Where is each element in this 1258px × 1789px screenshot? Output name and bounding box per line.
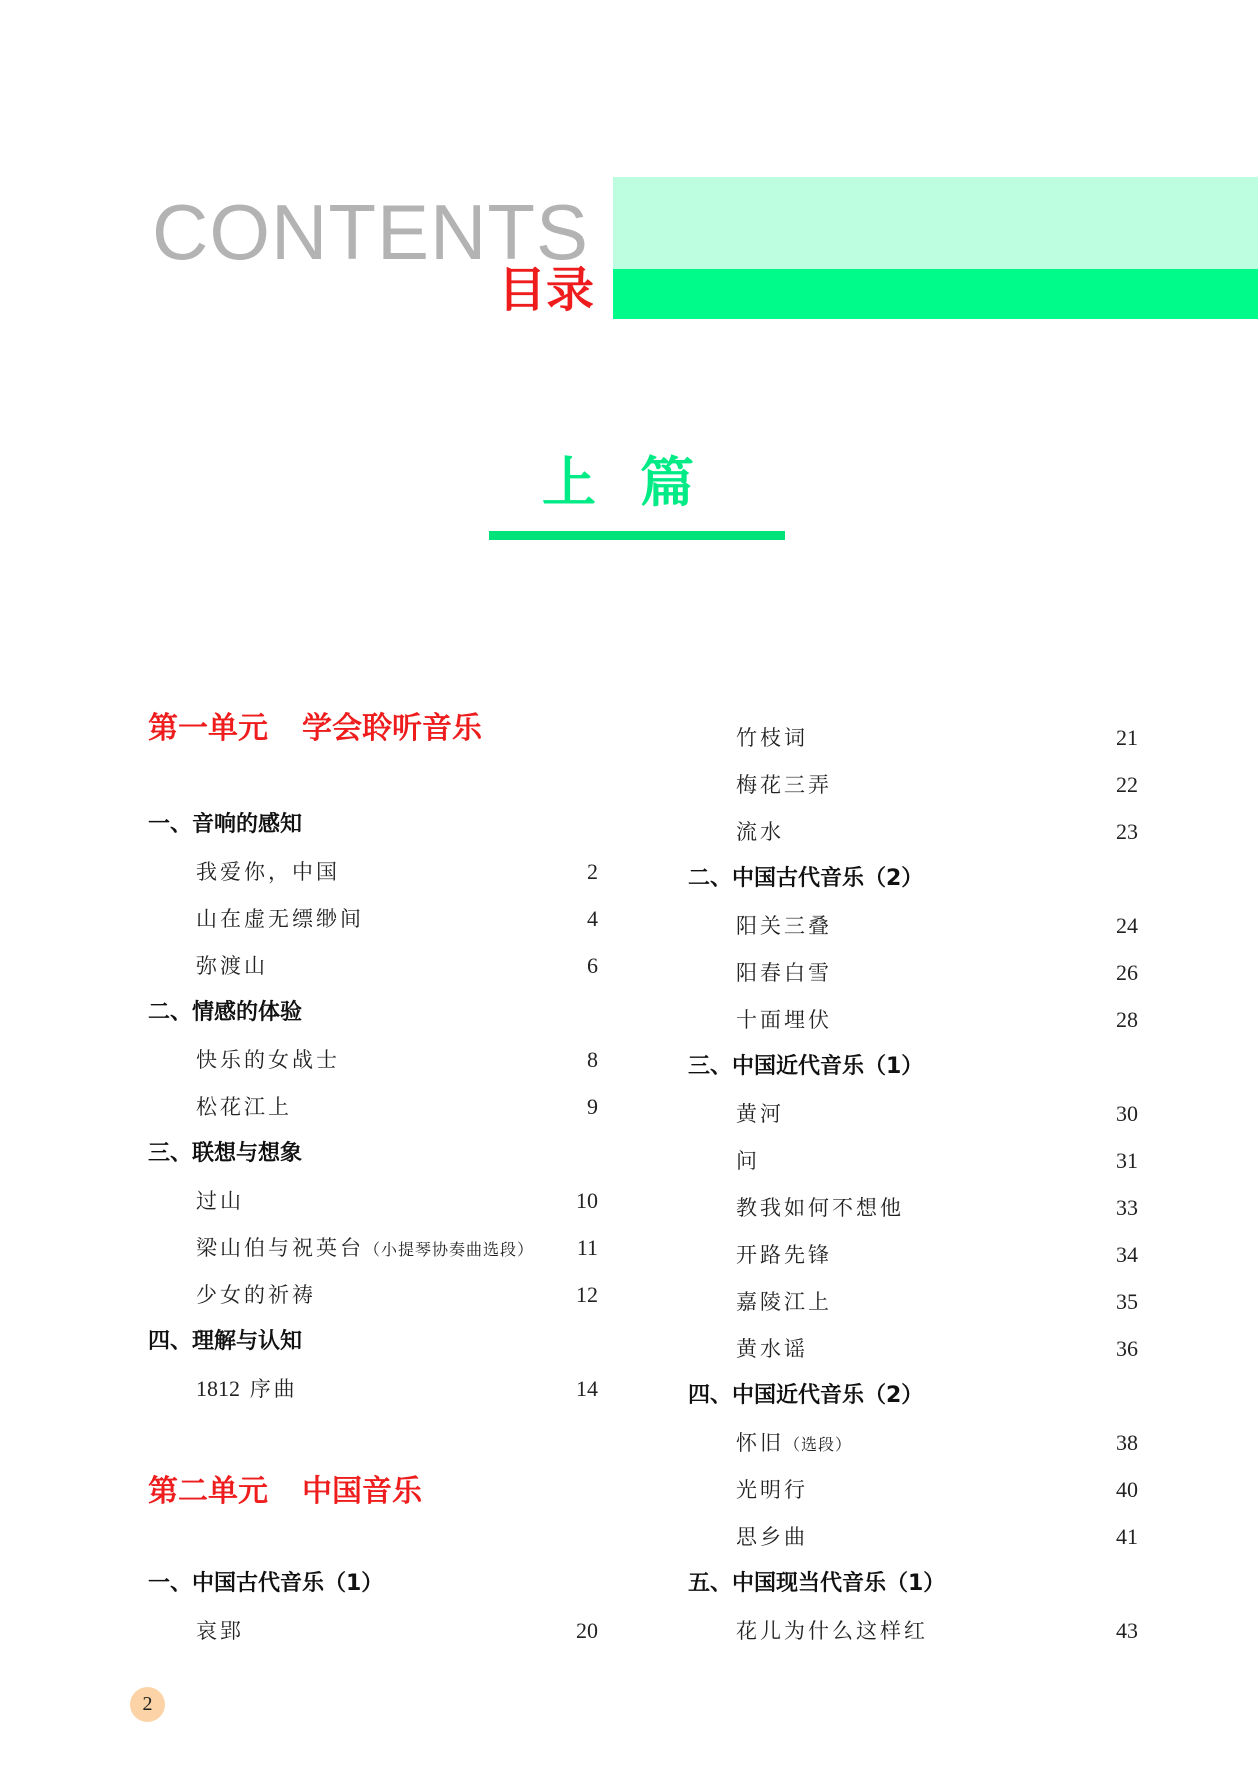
- toc-entry[interactable]: [736, 770, 1138, 800]
- entry-title: 阳春白雪: [736, 961, 832, 985]
- toc-entry[interactable]: [736, 1193, 1138, 1223]
- toc-entry[interactable]: [736, 1428, 1138, 1458]
- toc-entry[interactable]: [736, 1334, 1138, 1364]
- unit-name: 中国音乐: [302, 1474, 422, 1509]
- unit-label: 第二单元: [148, 1474, 268, 1509]
- toc-entry[interactable]: [736, 1616, 1138, 1646]
- toc-entry[interactable]: [196, 951, 598, 981]
- entry-page: 30: [1116, 1101, 1138, 1126]
- entry-title: 开路先锋: [736, 1243, 832, 1267]
- entry-page: 9: [587, 1094, 598, 1119]
- entry-title: 阳关三叠: [736, 914, 832, 938]
- entry-page: 10: [576, 1188, 598, 1213]
- entry-title: 山在虚无缥缈间: [196, 907, 364, 931]
- entry-page: 28: [1116, 1007, 1138, 1032]
- toc-entry[interactable]: [196, 1233, 598, 1263]
- entry-number: 1812: [196, 1376, 240, 1401]
- unit-title-1: [148, 711, 482, 746]
- entry-page: 6: [587, 953, 598, 978]
- entry-title-main: 怀旧: [736, 1431, 784, 1455]
- toc-title: 目录: [498, 262, 595, 318]
- entry-title: [736, 1428, 852, 1460]
- entry-title: 问: [736, 1149, 760, 1173]
- toc-entry[interactable]: [736, 817, 1138, 847]
- toc-entry[interactable]: [736, 1475, 1138, 1505]
- section-heading[interactable]: 二、情感的体验: [148, 1000, 303, 1025]
- entry-page: 26: [1116, 960, 1138, 985]
- section-heading[interactable]: 五、中国现当代音乐（1）: [688, 1571, 946, 1596]
- part-title: 上篇: [542, 450, 738, 514]
- section-heading[interactable]: 三、中国近代音乐（1）: [688, 1054, 924, 1079]
- entry-title: 过山: [196, 1189, 244, 1213]
- entry-page: 22: [1116, 772, 1138, 797]
- entry-title: 嘉陵江上: [736, 1290, 832, 1314]
- entry-title: 松花江上: [196, 1095, 292, 1119]
- entry-title-main: 梁山伯与祝英台: [196, 1236, 364, 1260]
- toc-left-column: [148, 0, 598, 1789]
- entry-page: 24: [1116, 913, 1138, 938]
- entry-page: 14: [576, 1376, 598, 1401]
- entry-page: 43: [1116, 1618, 1138, 1643]
- page-number-badge: 2: [130, 1687, 165, 1722]
- toc-entry[interactable]: [736, 1146, 1138, 1176]
- entry-page: 38: [1116, 1430, 1138, 1455]
- entry-title: 教我如何不想他: [736, 1196, 904, 1220]
- toc-entry[interactable]: [196, 1374, 598, 1404]
- entry-page: 11: [576, 1235, 598, 1260]
- entry-title: 哀郢: [196, 1619, 244, 1643]
- entry-note: （选段）: [784, 1435, 853, 1454]
- entry-title: [196, 1374, 298, 1404]
- entry-title: 光明行: [736, 1478, 808, 1502]
- toc-entry[interactable]: [196, 857, 598, 887]
- entry-title: 流水: [736, 820, 784, 844]
- toc-entry[interactable]: [196, 1616, 598, 1646]
- entry-page: 4: [587, 906, 598, 931]
- unit-name: 学会聆听音乐: [302, 711, 482, 746]
- toc-entry[interactable]: [736, 1005, 1138, 1035]
- toc-entry[interactable]: [736, 958, 1138, 988]
- toc-entry[interactable]: [196, 1280, 598, 1310]
- entry-title: 梅花三弄: [736, 773, 832, 797]
- toc-entry[interactable]: [736, 723, 1138, 753]
- toc-right-column: [688, 0, 1138, 1789]
- entry-title-main: 序曲: [249, 1377, 298, 1401]
- entry-page: 34: [1116, 1242, 1138, 1267]
- entry-page: 35: [1116, 1289, 1138, 1314]
- toc-entry[interactable]: [196, 1092, 598, 1122]
- section-heading[interactable]: 二、中国古代音乐（2）: [688, 866, 924, 891]
- unit-title-2: [148, 1474, 422, 1509]
- entry-title: 黄水谣: [736, 1337, 808, 1361]
- entry-page: 21: [1116, 725, 1138, 750]
- entry-page: 20: [576, 1618, 598, 1643]
- entry-note: （小提琴协奏曲选段）: [364, 1240, 535, 1259]
- entry-page: 36: [1116, 1336, 1138, 1361]
- entry-title: 十面埋伏: [736, 1008, 832, 1032]
- entry-title: [196, 1233, 534, 1265]
- entry-page: 33: [1116, 1195, 1138, 1220]
- entry-page: 2: [587, 859, 598, 884]
- toc-entry[interactable]: [196, 904, 598, 934]
- unit-label: 第一单元: [148, 711, 268, 746]
- entry-title: 花儿为什么这样红: [736, 1619, 928, 1643]
- entry-page: 23: [1116, 819, 1138, 844]
- toc-entry[interactable]: [736, 1522, 1138, 1552]
- contents-heading: CONTENTS: [152, 188, 589, 276]
- entry-page: 8: [587, 1047, 598, 1072]
- section-heading[interactable]: 四、理解与认知: [148, 1329, 303, 1354]
- entry-page: 31: [1116, 1148, 1138, 1173]
- section-heading[interactable]: 三、联想与想象: [148, 1141, 303, 1166]
- section-heading[interactable]: 四、中国近代音乐（2）: [688, 1383, 924, 1408]
- entry-title: 快乐的女战士: [196, 1048, 340, 1072]
- toc-entry[interactable]: [736, 911, 1138, 941]
- entry-title: 我爱你，中国: [196, 860, 340, 884]
- toc-entry[interactable]: [736, 1099, 1138, 1129]
- entry-page: 40: [1116, 1477, 1138, 1502]
- toc-entry[interactable]: [736, 1240, 1138, 1270]
- entry-title: 黄河: [736, 1102, 784, 1126]
- section-heading[interactable]: 一、中国古代音乐（1）: [148, 1571, 384, 1596]
- toc-entry[interactable]: [196, 1186, 598, 1216]
- entry-title: 弥渡山: [196, 954, 268, 978]
- entry-page: 41: [1116, 1524, 1138, 1549]
- section-heading[interactable]: 一、音响的感知: [148, 812, 303, 837]
- entry-page: 12: [576, 1282, 598, 1307]
- entry-title: 思乡曲: [736, 1525, 808, 1549]
- entry-title: 竹枝词: [736, 726, 808, 750]
- toc-entry[interactable]: [196, 1045, 598, 1075]
- entry-title: 少女的祈祷: [196, 1283, 316, 1307]
- toc-entry[interactable]: [736, 1287, 1138, 1317]
